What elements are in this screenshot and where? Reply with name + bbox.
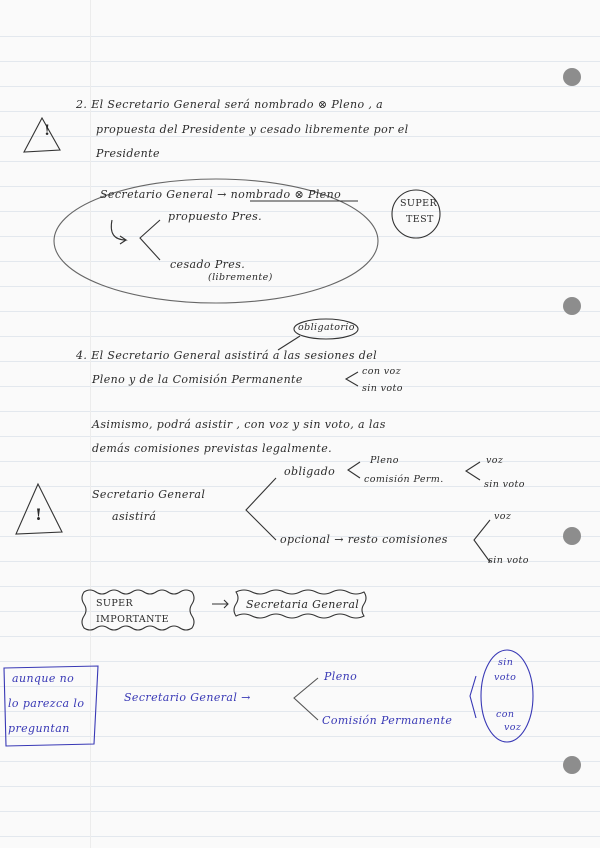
- stamp-super: SUPER: [400, 198, 437, 209]
- bracket-obligado: [348, 462, 360, 478]
- opcional-label: opcional → resto comisiones: [280, 533, 448, 546]
- warning-mark: !: [35, 505, 43, 524]
- bracket-con-voz: [346, 372, 358, 386]
- diagram3-pleno: Pleno: [324, 670, 358, 683]
- punch-hole: [563, 527, 581, 545]
- diagram1-branch-a: propuesto Pres.: [168, 210, 263, 223]
- diagram3-subject: Secretario General →: [124, 691, 251, 704]
- stamp-test: TEST: [406, 214, 434, 225]
- blue-note-line: lo parezca lo: [8, 697, 85, 710]
- diagram3-sin: sin: [498, 657, 514, 668]
- diagram3-voto: voto: [494, 672, 517, 683]
- item2-line: Presidente: [96, 147, 160, 160]
- blue-note-line: aunque no: [12, 672, 75, 685]
- warning-mark: !: [44, 123, 51, 139]
- bracket-diagram2: [246, 478, 276, 540]
- item2-line: 2. El Secretario General será nombrado ⊗ Pleno , a: [76, 98, 384, 111]
- voz-label: voz: [494, 511, 512, 522]
- bracket-diagram3: [294, 678, 318, 720]
- con-voz-label: con voz: [362, 366, 402, 377]
- sin-voto-label: sin voto: [362, 383, 403, 394]
- arrow-to-secretaria: [212, 600, 228, 608]
- item4-line: Pleno y de la Comisión Permanente: [92, 373, 303, 386]
- diagram3-comision: Comisión Permanente: [322, 714, 453, 727]
- blue-bracket: [470, 676, 476, 718]
- item4-line: 4. El Secretario General asistirá a las sesiones del: [76, 349, 378, 362]
- secretaria-general-label: Secretaria General: [246, 598, 360, 611]
- punch-hole: [563, 756, 581, 774]
- diagram1-branch-b: cesado Pres.: [170, 258, 246, 271]
- bracket-diagram1: [140, 220, 160, 260]
- super-importante-line: IMPORTANTE: [96, 614, 169, 625]
- obligado-label: obligado: [284, 465, 336, 478]
- item2-line: propuesta del Presidente y cesado libremente por el: [96, 123, 409, 136]
- sin-voto-label: sin voto: [484, 479, 525, 490]
- obligatorio-label: obligatorio: [298, 322, 355, 333]
- diagram2-subject-verb: asistirá: [112, 510, 157, 523]
- sin-voto-label: sin voto: [488, 555, 529, 566]
- comision-perm-label: comisión Perm.: [364, 474, 444, 485]
- diagram1-title: Secretario General → nombrado ⊗ Pleno: [100, 188, 342, 201]
- warning-triangle-icon: [24, 118, 60, 152]
- pleno-label: Pleno: [370, 455, 399, 466]
- obligatorio-arrow: [278, 336, 300, 350]
- curved-arrow: [111, 220, 126, 244]
- diagram1-branch-b-note: (libremente): [208, 272, 273, 283]
- super-importante-line: SUPER: [96, 598, 133, 609]
- blue-note-line: preguntan: [8, 722, 70, 735]
- bracket-voz: [466, 462, 480, 480]
- page-margin-line: [90, 0, 91, 848]
- punch-hole: [563, 68, 581, 86]
- asimismo-line: demás comisiones previstas legalmente.: [92, 442, 333, 455]
- diagram3-voz: voz: [504, 722, 522, 733]
- diagram2-subject: Secretario General: [92, 488, 206, 501]
- asimismo-line: Asimismo, podrá asistir , con voz y sin voto, a las: [92, 418, 386, 431]
- punch-hole: [563, 297, 581, 315]
- voz-label: voz: [486, 455, 504, 466]
- diagram3-con: con: [496, 709, 515, 720]
